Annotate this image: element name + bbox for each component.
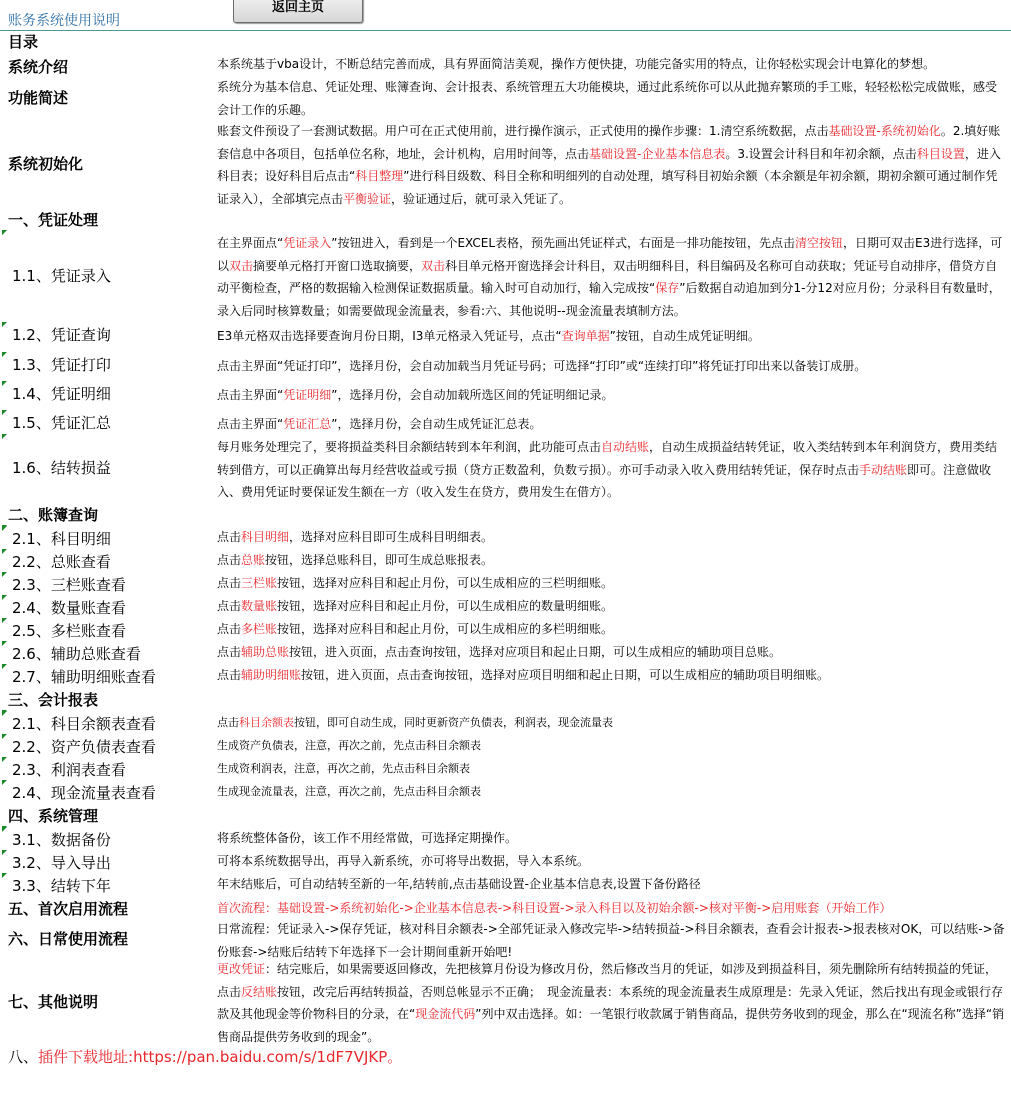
highlighted-term: 手动结账 bbox=[859, 462, 908, 477]
highlighted-term: 自动结账 bbox=[601, 440, 650, 454]
description-text: 点击 bbox=[217, 645, 242, 659]
description-text: ，自动生成损益结转凭证，收入类结转到本年利润贷方，费用类结转到借方，可以正确算出每月经营收益或亏损（贷方正数盈利，负数亏损）。亦可手动录入收入费用结转凭证，保存时点击 bbox=[217, 440, 998, 477]
plugin-download-link[interactable]: 插件下载地址:https://pan.baidu.com/s/1dF7VJKP。 bbox=[38, 1048, 403, 1066]
description-text: 点击 bbox=[217, 668, 242, 682]
cell-comment-marker-icon bbox=[2, 734, 7, 739]
section-label: 七、其他说明 bbox=[8, 993, 99, 1011]
section-description bbox=[217, 618, 1005, 641]
description-text: 生成资产负债表，注意，再次之前，先点击科目余额表 bbox=[217, 739, 481, 752]
section-description bbox=[217, 120, 1005, 210]
highlighted-term: 数量账 bbox=[241, 599, 278, 613]
section-label: 2.1、科目余额表查看 bbox=[12, 715, 156, 733]
description-text: ：结完账后，如果需要返回修改，先把核算月份设为修改月份，然后修改当月的凭证，如涉及到损益科目，须先删除所有结转损益的凭证，点击 bbox=[217, 962, 998, 999]
description-text: ”，选择月份，会自动生成凭证汇总表。 bbox=[331, 417, 542, 431]
section-label: 四、系统管理 bbox=[8, 807, 99, 825]
description-text: 点击 bbox=[217, 576, 242, 590]
highlighted-term: 保存 bbox=[655, 281, 680, 295]
section-label: 二、账簿查询 bbox=[8, 506, 99, 524]
cell-comment-marker-icon bbox=[2, 757, 7, 762]
description-text: 按钮，选择总账科目，即可生成总账报表。 bbox=[265, 553, 494, 567]
section-label: 功能简述 bbox=[8, 89, 69, 107]
highlighted-term: 辅助总账 bbox=[241, 645, 290, 659]
section-description bbox=[217, 827, 1005, 850]
highlighted-term: 基础设置-企业基本信息表 bbox=[589, 146, 726, 161]
cell-comment-marker-icon bbox=[2, 352, 7, 357]
header-divider bbox=[0, 30, 1011, 31]
cell-comment-marker-icon bbox=[2, 850, 7, 855]
cell-comment-marker-icon bbox=[2, 410, 7, 415]
description-text: 生成资利润表，注意，再次之前，先点击科目余额表 bbox=[217, 762, 470, 775]
description-text: ”按钮，自动生成凭证明细。 bbox=[609, 329, 760, 343]
description-text: 。3.设置会计科目和年初余额，点击 bbox=[725, 146, 917, 161]
section-label: 2.3、利润表查看 bbox=[12, 761, 126, 779]
section-label: 1.4、凭证明细 bbox=[12, 385, 111, 403]
section-description bbox=[217, 758, 1005, 781]
section-label: 系统介绍 bbox=[8, 58, 69, 76]
description-text: 点击主界面“凭证打印”，选择月份，会自动加载当月凭证号码；可选择“打印”或“连续打印”将凭证打印出来以备装订成册。 bbox=[217, 359, 867, 373]
description-text: 每月账务处理完了，要将损益类科目余额结转到本年利润，此功能可点击 bbox=[217, 440, 602, 454]
highlighted-term: 首次流程：基础设置->系统初始化->企业基本信息表->科目设置->录入科目以及初始余额->核对平衡->启用账套（开始工作） bbox=[217, 901, 892, 915]
highlighted-term: 双击 bbox=[421, 258, 446, 273]
highlighted-term: 科目整理 bbox=[355, 169, 404, 183]
description-text: 日常流程：凭证录入->保存凭证，核对科目余额表->全部凭证录入修改完毕->结转损益->科目余额表，查看会计报表->报表核对OK，可以结账->备份账套->结账后结转下年选择下一会计期间重新开始吧! bbox=[217, 922, 1005, 959]
description-text: ”后数据自动追加到分1-分12对应月份；分录科目有数量时，录入后同时核算数量；如需要做现金流量表，参看:六、其他说明--现金流量表填制方法。 bbox=[217, 281, 1001, 318]
section-description bbox=[217, 526, 1005, 549]
description-text: ，验证通过后，就可录入凭证了。 bbox=[391, 191, 572, 206]
cell-comment-marker-icon bbox=[2, 827, 7, 832]
cell-comment-marker-icon bbox=[2, 381, 7, 386]
description-text: ”，选择月份，会自动加载所选区间的凭证明细记录。 bbox=[331, 388, 614, 402]
description-text: E3单元格双击选择要查询月份日期，I3单元格录入凭证号，点击“ bbox=[217, 329, 562, 343]
description-text: 点击主界面“ bbox=[217, 388, 284, 402]
description-text: 可将本系统数据导出，再导入新系统，亦可将导出数据，导入本系统。 bbox=[217, 854, 590, 868]
highlighted-term: 三栏账 bbox=[241, 576, 278, 590]
section-description bbox=[217, 413, 1005, 436]
section-description bbox=[217, 549, 1005, 572]
section-label: 2.1、科目明细 bbox=[12, 530, 111, 548]
highlighted-term: 凭证录入 bbox=[283, 236, 332, 250]
section-label: 3.3、结转下年 bbox=[12, 877, 111, 895]
description-text: 即可。注意做收入、费用凭证时要保证发生额在一方（收入发生在贷方，费用发生在借方）。 bbox=[217, 462, 992, 499]
cell-comment-marker-icon bbox=[2, 780, 7, 785]
download-link-prefix: 八、 bbox=[8, 1048, 39, 1066]
section-label: 2.2、资产负债表查看 bbox=[12, 738, 156, 756]
highlighted-term: 平衡验证 bbox=[343, 191, 392, 206]
section-label: 3.1、数据备份 bbox=[12, 831, 111, 849]
cell-comment-marker-icon bbox=[2, 572, 7, 577]
section-description bbox=[217, 712, 1005, 735]
highlighted-term: 凭证明细 bbox=[283, 388, 332, 402]
highlighted-term: 多栏账 bbox=[241, 622, 278, 636]
section-description bbox=[217, 232, 1005, 322]
description-text: 科目单元格开窗选择会计科目，双击明细科目，科目编码及名称可自动获取；凭证号自动排序，借贷方自动平衡检查，严格的数据输入检测保证数据质量。输入时可自动加行，输入完成按“ bbox=[217, 258, 998, 295]
highlighted-term: 科目明细 bbox=[241, 530, 290, 544]
highlighted-term: 总账 bbox=[241, 553, 266, 567]
description-text: 按钮，进入页面，点击查询按钮，选择对应项目和起止日期，可以生成相应的辅助项目总账。 bbox=[289, 645, 782, 659]
section-label: 1.6、结转损益 bbox=[12, 459, 111, 477]
section-label: 六、日常使用流程 bbox=[8, 930, 129, 948]
description-text: 点击主界面“ bbox=[217, 417, 284, 431]
section-description bbox=[217, 76, 1005, 121]
highlighted-term: 更改凭证 bbox=[217, 962, 266, 976]
section-label: 1.2、凭证查询 bbox=[12, 326, 111, 344]
section-description bbox=[217, 897, 1005, 920]
section-label: 1.1、凭证录入 bbox=[12, 267, 111, 285]
section-description bbox=[217, 958, 1005, 1048]
description-text: ，进入科目表；设好科目后点击“ bbox=[217, 146, 1001, 183]
document-title: 账务系统使用说明 bbox=[8, 13, 120, 29]
description-text: ，选择对应科目即可生成科目明细表。 bbox=[289, 530, 494, 544]
description-text: 生成现金流量表，注意，再次之前，先点击科目余额表 bbox=[217, 785, 481, 798]
section-label: 系统初始化 bbox=[8, 155, 84, 173]
section-label: 三、会计报表 bbox=[8, 691, 99, 709]
description-text: 摘要单元格打开窗口选取摘要， bbox=[253, 258, 422, 273]
description-text: 点击 bbox=[217, 622, 242, 636]
cell-comment-marker-icon bbox=[2, 618, 7, 623]
cell-comment-marker-icon bbox=[2, 664, 7, 669]
section-description bbox=[217, 355, 1005, 378]
section-description bbox=[217, 436, 1005, 504]
description-text: 本系统基于vba设计，不断总结完善而成，具有界面简洁美观，操作方便快捷，功能完备实用的特点，让你轻松实现会计电算化的梦想。 bbox=[217, 57, 936, 71]
description-text: 按钮，即可自动生成，同时更新资产负债表，利润表，现金流量表 bbox=[294, 716, 613, 729]
cell-comment-marker-icon bbox=[2, 434, 7, 439]
section-label: 五、首次启用流程 bbox=[8, 900, 129, 918]
highlighted-term: 反结账 bbox=[241, 984, 278, 999]
section-description bbox=[217, 664, 1005, 687]
highlighted-term: 现金流代码 bbox=[415, 1007, 476, 1021]
section-description bbox=[217, 572, 1005, 595]
section-label: 3.2、导入导出 bbox=[12, 854, 111, 872]
highlighted-term: 科目设置 bbox=[916, 146, 965, 161]
cell-comment-marker-icon bbox=[2, 526, 7, 531]
highlighted-term: 查询单据 bbox=[561, 329, 610, 343]
section-label: 2.4、数量账查看 bbox=[12, 599, 126, 617]
section-description bbox=[217, 850, 1005, 873]
download-link-row bbox=[8, 1046, 402, 1067]
cell-comment-marker-icon bbox=[2, 595, 7, 600]
description-text: 按钮，选择对应科目和起止月份，可以生成相应的三栏明细账。 bbox=[277, 576, 614, 590]
description-text: 账套文件预设了一套测试数据。用户可在正式使用前，进行操作演示，正式使用的操作步骤：1.清空系统数据，点击 bbox=[217, 124, 829, 138]
highlighted-term: 清空按钮 bbox=[795, 236, 844, 250]
cell-comment-marker-icon bbox=[2, 641, 7, 646]
section-description bbox=[217, 918, 1005, 963]
back-to-home-button[interactable]: 返回主页 bbox=[233, 0, 363, 23]
description-text: 按钮，选择对应科目和起止月份，可以生成相应的数量明细账。 bbox=[277, 599, 614, 613]
description-text: ”进行科目级数、科目全称和明细列的自动处理，填写科目初始余额（本余额是年初余额，期初余额可通过制作凭证录入），全部填完点击 bbox=[217, 169, 998, 206]
highlighted-term: 辅助明细账 bbox=[241, 668, 302, 682]
description-text: ，日期可双击E3进行选择，可以 bbox=[217, 236, 1003, 273]
section-label: 一、凭证处理 bbox=[8, 211, 99, 229]
description-text: ”列中双击选择。如：一笔银行收款属于销售商品，提供劳务收到的现金，那么在“现流名称”选择“销售商品提供劳务收到的现金”。 bbox=[217, 1007, 1005, 1044]
description-text: 点击 bbox=[217, 553, 242, 567]
section-description bbox=[217, 873, 1005, 896]
description-text: 按钮，改完后再结转损益，否则总帐显示不正确； 现金流量表：本系统的现金流量表生成原理是：先录入凭证，然后找出有现金或银行存款及其他现金等价物科目的分录，在“ bbox=[217, 984, 1004, 1021]
section-description bbox=[217, 384, 1005, 407]
section-label: 2.5、多栏账查看 bbox=[12, 622, 126, 640]
description-text: 点击 bbox=[217, 599, 242, 613]
description-text: 点击 bbox=[217, 716, 239, 729]
description-text: ”按钮进入，看到是一个EXCEL表格，预先画出凭证样式，右面是一排功能按钮，先点击 bbox=[331, 236, 796, 250]
highlighted-term: 双击 bbox=[229, 258, 254, 273]
description-text: 将系统整体备份，该工作不用经常做，可选择定期操作。 bbox=[217, 831, 518, 845]
section-description bbox=[217, 641, 1005, 664]
highlighted-term: 科目余额表 bbox=[239, 716, 294, 729]
section-label: 2.7、辅助明细账查看 bbox=[12, 668, 156, 686]
description-text: 按钮，选择对应科目和起止月份，可以生成相应的多栏明细账。 bbox=[277, 622, 614, 636]
description-text: 年末结账后，可自动结转至新的一年,结转前,点击基础设置-企业基本信息表,设置下备份路径 bbox=[217, 877, 701, 891]
cell-comment-marker-icon bbox=[2, 230, 7, 235]
section-description bbox=[217, 325, 1005, 348]
highlighted-term: 基础设置-系统初始化 bbox=[828, 124, 941, 138]
description-text: 。2.填好账套信息中各项目，包括单位名称，地址，会计机构，启用时间等，点击 bbox=[217, 124, 1001, 161]
section-label: 2.3、三栏账查看 bbox=[12, 576, 126, 594]
description-text: 系统分为基本信息、凭证处理、账簿查询、会计报表、系统管理五大功能模块，通过此系统你可以从此抛弃繁琐的手工账，轻轻松松完成做账，感受会计工作的乐趣。 bbox=[217, 80, 998, 117]
description-text: 在主界面点“ bbox=[217, 236, 284, 250]
cell-comment-marker-icon bbox=[2, 322, 7, 327]
cell-comment-marker-icon bbox=[2, 711, 7, 716]
description-text: 点击 bbox=[217, 530, 242, 544]
section-description bbox=[217, 53, 1005, 76]
section-description bbox=[217, 595, 1005, 618]
description-text: 按钮，进入页面，点击查询按钮，选择对应项目明细和起止日期，可以生成相应的辅助项目明细账。 bbox=[301, 668, 830, 682]
section-label: 2.6、辅助总账查看 bbox=[12, 645, 141, 663]
cell-comment-marker-icon bbox=[2, 549, 7, 554]
highlighted-term: 凭证汇总 bbox=[283, 417, 332, 431]
section-description bbox=[217, 781, 1005, 804]
cell-comment-marker-icon bbox=[2, 873, 7, 878]
section-label: 1.3、凭证打印 bbox=[12, 356, 111, 374]
section-description bbox=[217, 735, 1005, 758]
section-label: 1.5、凭证汇总 bbox=[12, 414, 111, 432]
section-label: 2.2、总账查看 bbox=[12, 553, 111, 571]
section-label: 2.4、现金流量表查看 bbox=[12, 784, 156, 802]
table-of-contents-heading: 目录 bbox=[8, 33, 39, 51]
